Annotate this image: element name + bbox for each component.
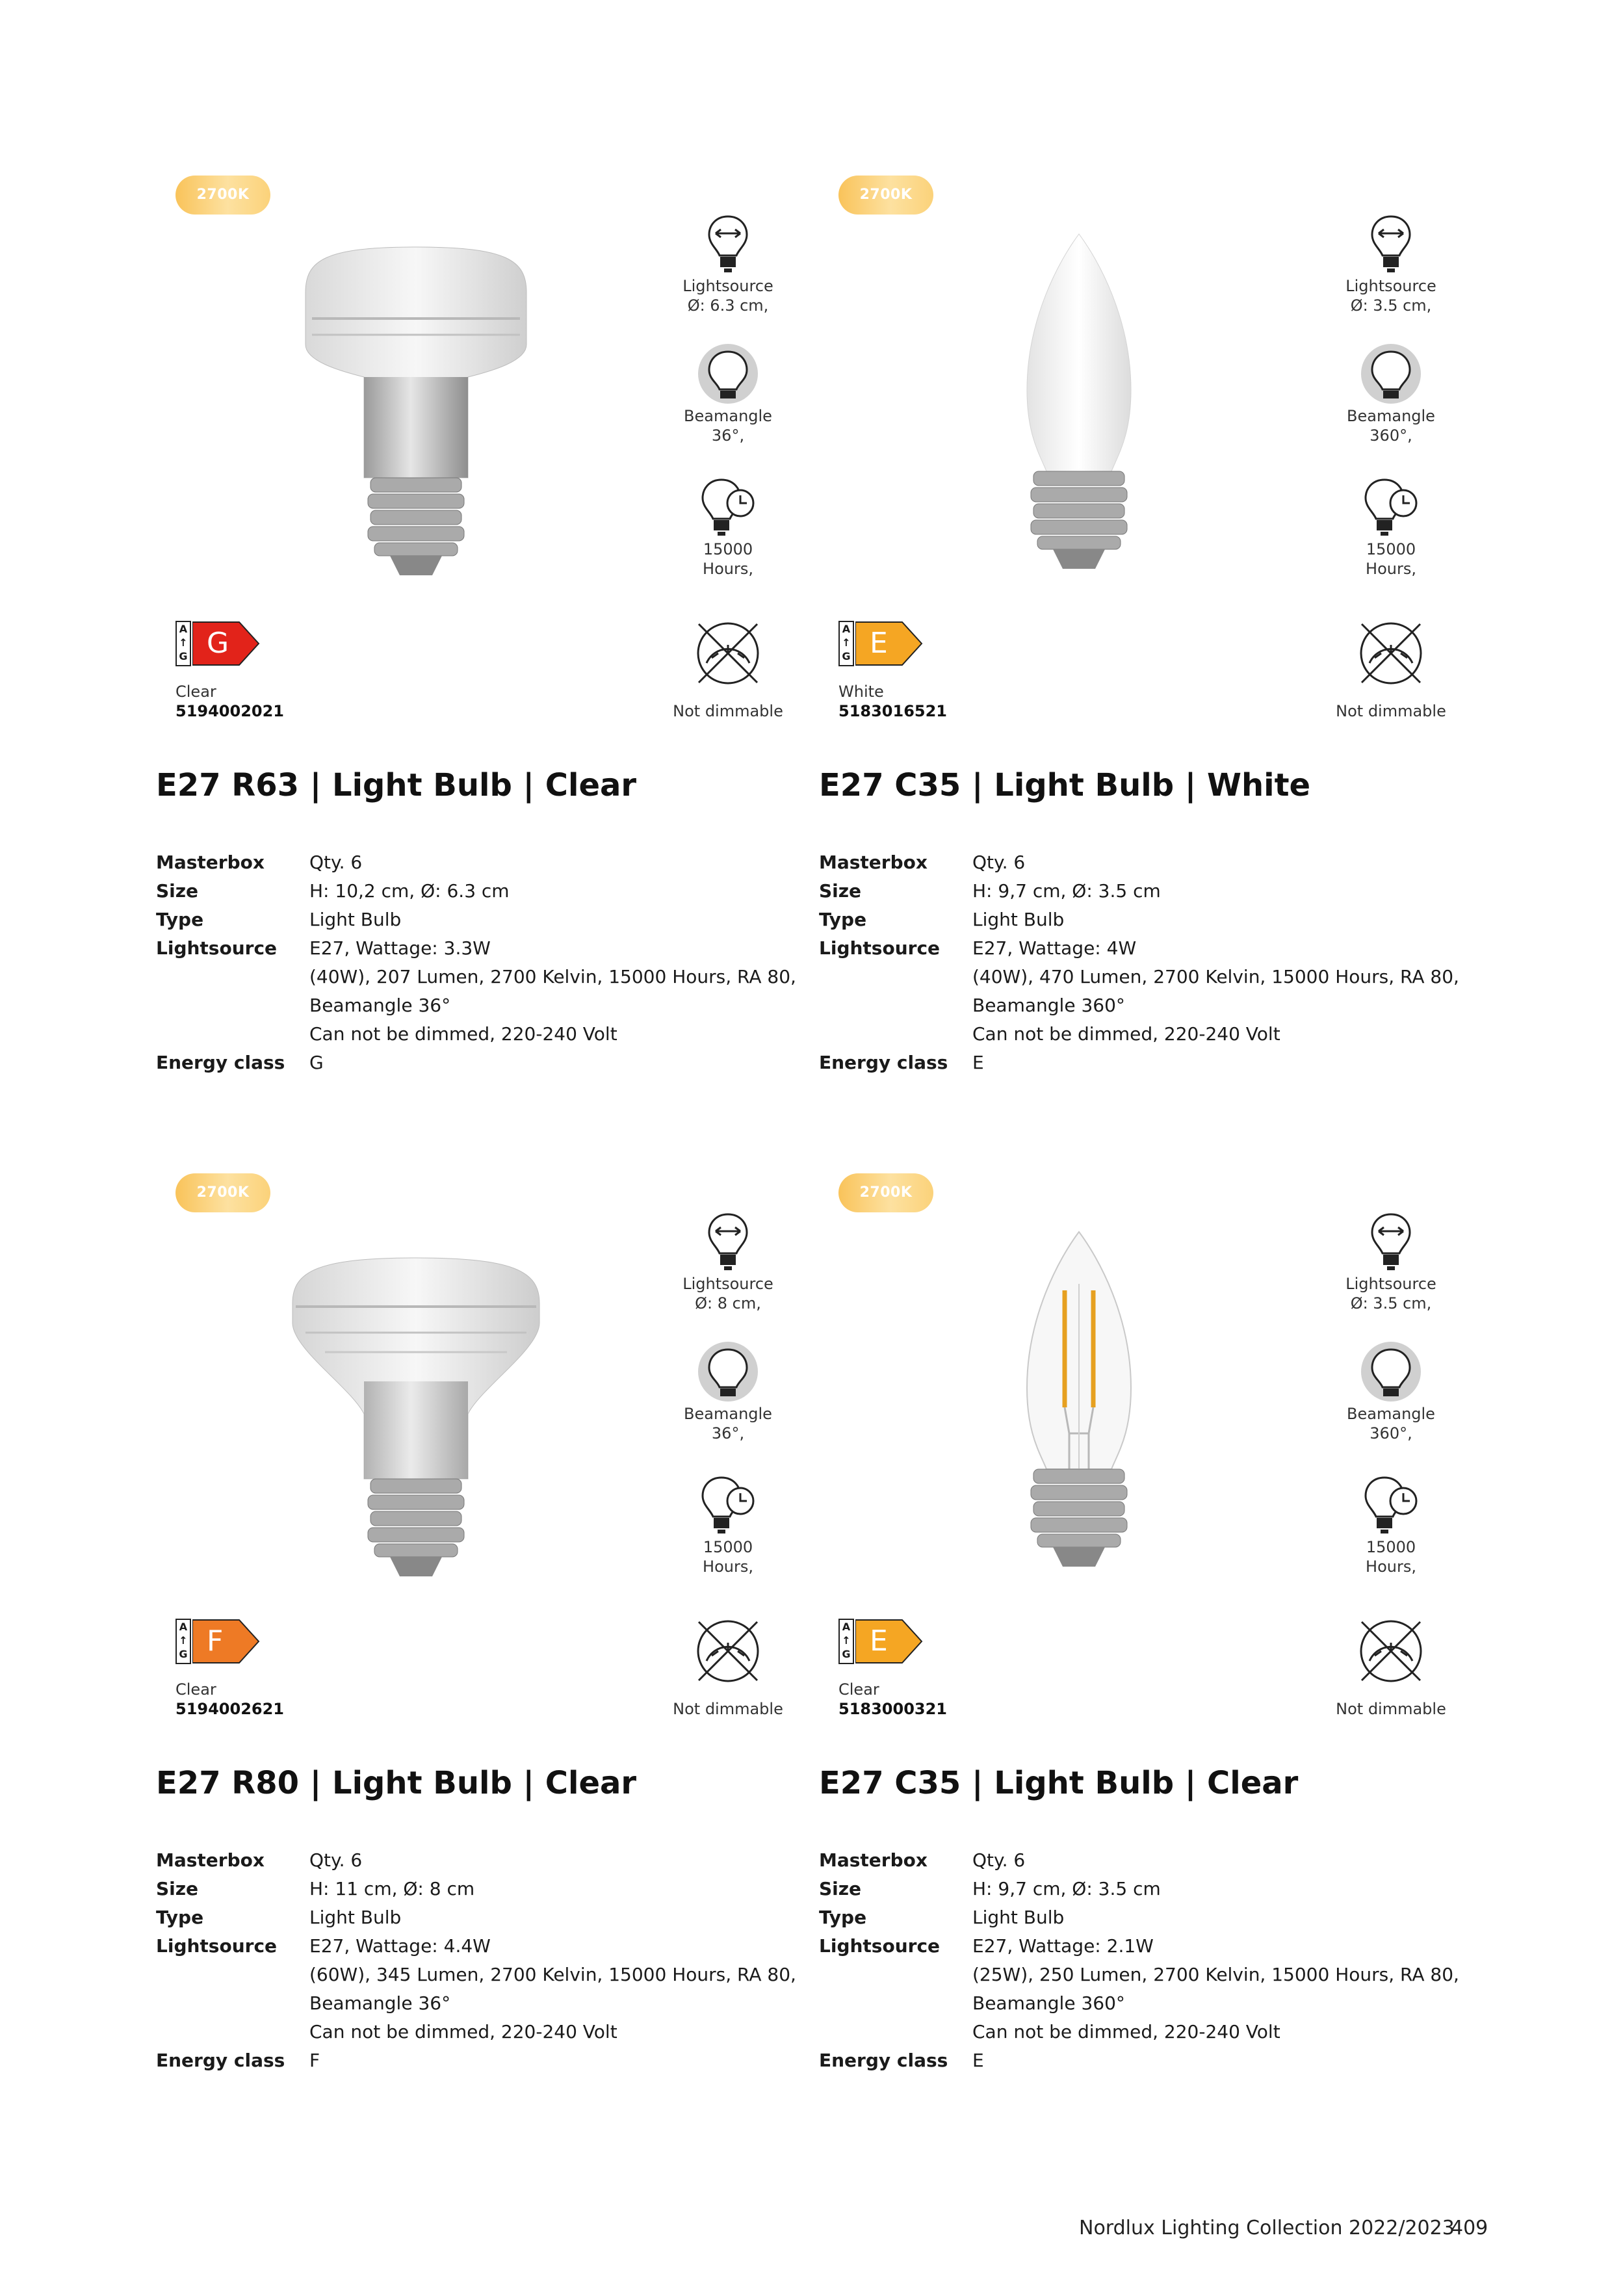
kelvin-badge: 2700K xyxy=(838,1173,933,1212)
spec-row-lightsource: Lightsource E27, Wattage: 4.4W xyxy=(156,1935,491,1957)
bulb-diameter-icon xyxy=(1368,1209,1414,1274)
spec-row-type: Type Light Bulb xyxy=(156,1907,402,1928)
lifetime-unit: Hours, xyxy=(703,1558,753,1576)
beamangle-value: 36°, xyxy=(711,1424,745,1442)
spec-row-energy: Energy class E xyxy=(819,1052,984,1073)
not-dimmable-icon xyxy=(692,618,764,689)
beamangle-label: Beamangle xyxy=(1347,407,1435,425)
beamangle-item xyxy=(1326,1339,1456,1443)
footer-collection: Nordlux Lighting Collection 2022/2023 xyxy=(1079,2217,1455,2239)
spec-row-masterbox: Masterbox Qty. 6 xyxy=(156,852,363,873)
bulb-diameter-icon xyxy=(705,211,751,276)
spec-row-size: Size H: 9,7 cm, Ø: 3.5 cm xyxy=(819,880,1161,902)
variant-label: Clear xyxy=(175,683,216,701)
beamangle-label: Beamangle xyxy=(1347,1405,1435,1423)
lifetime-item xyxy=(1326,475,1456,579)
spec-row-masterbox: Masterbox Qty. 6 xyxy=(819,1849,1026,1871)
spec-row-lightsource: Lightsource E27, Wattage: 4W xyxy=(819,937,1137,959)
energy-arrow-icon xyxy=(855,621,923,666)
lifetime-clock-icon xyxy=(699,1472,757,1537)
lightsource-label: Lightsource xyxy=(682,277,773,295)
bulb-diameter-icon xyxy=(705,1209,751,1274)
energy-letter: G xyxy=(207,627,229,660)
energy-arrow-icon xyxy=(192,1619,260,1664)
energy-arrow-icon xyxy=(855,1619,923,1664)
product-title: E27 R80 | Light Bulb | Clear xyxy=(156,1765,637,1801)
arrow-up-icon: ↑ xyxy=(179,1634,188,1647)
lifetime-unit: Hours, xyxy=(1366,560,1416,578)
not-dimmable-label: Not dimmable xyxy=(1336,702,1446,720)
spec-row-masterbox: Masterbox Qty. 6 xyxy=(819,852,1026,873)
lifetime-unit: Hours, xyxy=(703,560,753,578)
product-card xyxy=(156,163,812,1151)
lifetime-unit: Hours, xyxy=(1366,1558,1416,1576)
bulb-diameter-icon xyxy=(1368,211,1414,276)
beamangle-label: Beamangle xyxy=(684,1405,772,1423)
lightsource-size-item xyxy=(1326,211,1456,315)
dimmable-item xyxy=(663,1615,793,1687)
energy-label xyxy=(175,621,260,669)
energy-scale: A ↑ G xyxy=(175,1619,191,1664)
sku-number: 5183016521 xyxy=(838,702,947,720)
sku-number: 5194002621 xyxy=(175,1700,284,1718)
sku-number: 5183000321 xyxy=(838,1700,947,1718)
bulb-image xyxy=(279,221,552,650)
spec-table: Masterbox Qty. 6 Size H: 11 cm, Ø: 8 cm Type Light Bulb Lightsource E27, Wattage: 4.4W (60W), 345 Lumen, 2700 Kelvin, 15000 Hours, RA 80, Beamangle 36° Can not be dimmed, 220-240 Volt Energy class F xyxy=(156,1846,812,2075)
spec-row-energy: Energy class F xyxy=(156,2050,320,2071)
lightsource-value: Ø: 6.3 cm, xyxy=(687,296,769,315)
kelvin-badge: 2700K xyxy=(838,176,933,215)
lifetime-clock-icon xyxy=(1362,475,1420,540)
beamangle-item xyxy=(663,341,793,445)
not-dimmable-label: Not dimmable xyxy=(673,1700,783,1718)
spec-table: Masterbox Qty. 6 Size H: 10,2 cm, Ø: 6.3 cm Type Light Bulb Lightsource E27, Wattage: 3.3W (40W), 207 Lumen, 2700 Kelvin, 15000 Hours, RA 80, Beamangle 36° Can not be dimmed, 220-240 Volt Energy class G xyxy=(156,848,812,1077)
arrow-up-icon: ↑ xyxy=(179,636,188,649)
beamangle-item xyxy=(663,1339,793,1443)
lifetime-hours: 15000 xyxy=(703,540,753,558)
lightsource-size-item xyxy=(663,1209,793,1313)
spec-table: Masterbox Qty. 6 Size H: 9,7 cm, Ø: 3.5 cm Type Light Bulb Lightsource E27, Wattage: 4W (40W), 470 Lumen, 2700 Kelvin, 15000 Hours, RA 80, Beamangle 360° Can not be dimmed, 220-240 Volt Energy class E xyxy=(819,848,1475,1077)
product-title: E27 R63 | Light Bulb | Clear xyxy=(156,767,637,803)
lifetime-item xyxy=(663,475,793,579)
not-dimmable-icon xyxy=(1355,618,1427,689)
lifetime-item xyxy=(663,1472,793,1576)
lightsource-value: Ø: 8 cm, xyxy=(695,1294,761,1312)
energy-label xyxy=(838,621,923,669)
product-card xyxy=(819,1160,1475,2148)
bulb-image xyxy=(942,1219,1215,1648)
product-title: E27 C35 | Light Bulb | White xyxy=(819,767,1311,803)
bulb-image xyxy=(279,1219,552,1648)
spec-row-type: Type Light Bulb xyxy=(156,909,402,930)
not-dimmable-label: Not dimmable xyxy=(673,702,783,720)
variant-label: Clear xyxy=(175,1680,216,1699)
lightsource-label: Lightsource xyxy=(1345,277,1436,295)
product-title: E27 C35 | Light Bulb | Clear xyxy=(819,1765,1299,1801)
sku-number: 5194002021 xyxy=(175,702,284,720)
beam-angle-icon xyxy=(1358,341,1423,406)
bulb-image xyxy=(942,221,1215,650)
spec-row-energy: Energy class E xyxy=(819,2050,984,2071)
beam-angle-icon xyxy=(695,341,760,406)
energy-label xyxy=(838,1619,923,1667)
spec-row-type: Type Light Bulb xyxy=(819,1907,1065,1928)
spec-row-masterbox: Masterbox Qty. 6 xyxy=(156,1849,363,1871)
lifetime-clock-icon xyxy=(1362,1472,1420,1537)
spec-row-lightsource: Lightsource E27, Wattage: 2.1W xyxy=(819,1935,1154,1957)
energy-letter: E xyxy=(870,1624,888,1658)
product-card xyxy=(819,163,1475,1151)
energy-letter: F xyxy=(207,1624,224,1658)
energy-label xyxy=(175,1619,260,1667)
not-dimmable-icon xyxy=(1355,1615,1427,1687)
lifetime-hours: 15000 xyxy=(703,1538,753,1556)
spec-row-lightsource: Lightsource E27, Wattage: 3.3W xyxy=(156,937,491,959)
dimmable-item xyxy=(1326,618,1456,689)
beamangle-value: 36°, xyxy=(711,426,745,445)
beam-angle-icon xyxy=(695,1339,760,1404)
lightsource-size-item xyxy=(663,211,793,315)
beamangle-value: 360°, xyxy=(1370,426,1412,445)
not-dimmable-label: Not dimmable xyxy=(1336,1700,1446,1718)
lightsource-label: Lightsource xyxy=(1345,1275,1436,1293)
energy-scale: A ↑ G xyxy=(838,1619,854,1664)
lifetime-hours: 15000 xyxy=(1366,540,1416,558)
spec-row-type: Type Light Bulb xyxy=(819,909,1065,930)
dimmable-item xyxy=(663,618,793,689)
arrow-up-icon: ↑ xyxy=(842,636,851,649)
spec-row-size: Size H: 10,2 cm, Ø: 6.3 cm xyxy=(156,880,510,902)
energy-letter: E xyxy=(870,627,888,660)
lightsource-label: Lightsource xyxy=(682,1275,773,1293)
dimmable-item xyxy=(1326,1615,1456,1687)
product-card xyxy=(156,1160,812,2148)
energy-scale: A ↑ G xyxy=(838,621,854,666)
spec-row-size: Size H: 11 cm, Ø: 8 cm xyxy=(156,1878,475,1899)
beam-angle-icon xyxy=(1358,1339,1423,1404)
spec-row-energy: Energy class G xyxy=(156,1052,324,1073)
variant-label: Clear xyxy=(838,1680,879,1699)
page-number: 409 xyxy=(1451,2217,1488,2239)
beamangle-value: 360°, xyxy=(1370,1424,1412,1442)
arrow-up-icon: ↑ xyxy=(842,1634,851,1647)
lightsource-value: Ø: 3.5 cm, xyxy=(1350,1294,1432,1312)
beamangle-item xyxy=(1326,341,1456,445)
lightsource-size-item xyxy=(1326,1209,1456,1313)
not-dimmable-icon xyxy=(692,1615,764,1687)
lifetime-hours: 15000 xyxy=(1366,1538,1416,1556)
kelvin-badge: 2700K xyxy=(175,176,270,215)
spec-row-size: Size H: 9,7 cm, Ø: 3.5 cm xyxy=(819,1878,1161,1899)
spec-table: Masterbox Qty. 6 Size H: 9,7 cm, Ø: 3.5 cm Type Light Bulb Lightsource E27, Wattage: 2.1W (25W), 250 Lumen, 2700 Kelvin, 15000 Hours, RA 80, Beamangle 360° Can not be dimmed, 220-240 Volt Energy class E xyxy=(819,1846,1475,2075)
lightsource-value: Ø: 3.5 cm, xyxy=(1350,296,1432,315)
lifetime-clock-icon xyxy=(699,475,757,540)
energy-scale: A ↑ G xyxy=(175,621,191,666)
lifetime-item xyxy=(1326,1472,1456,1576)
variant-label: White xyxy=(838,683,884,701)
kelvin-badge: 2700K xyxy=(175,1173,270,1212)
beamangle-label: Beamangle xyxy=(684,407,772,425)
